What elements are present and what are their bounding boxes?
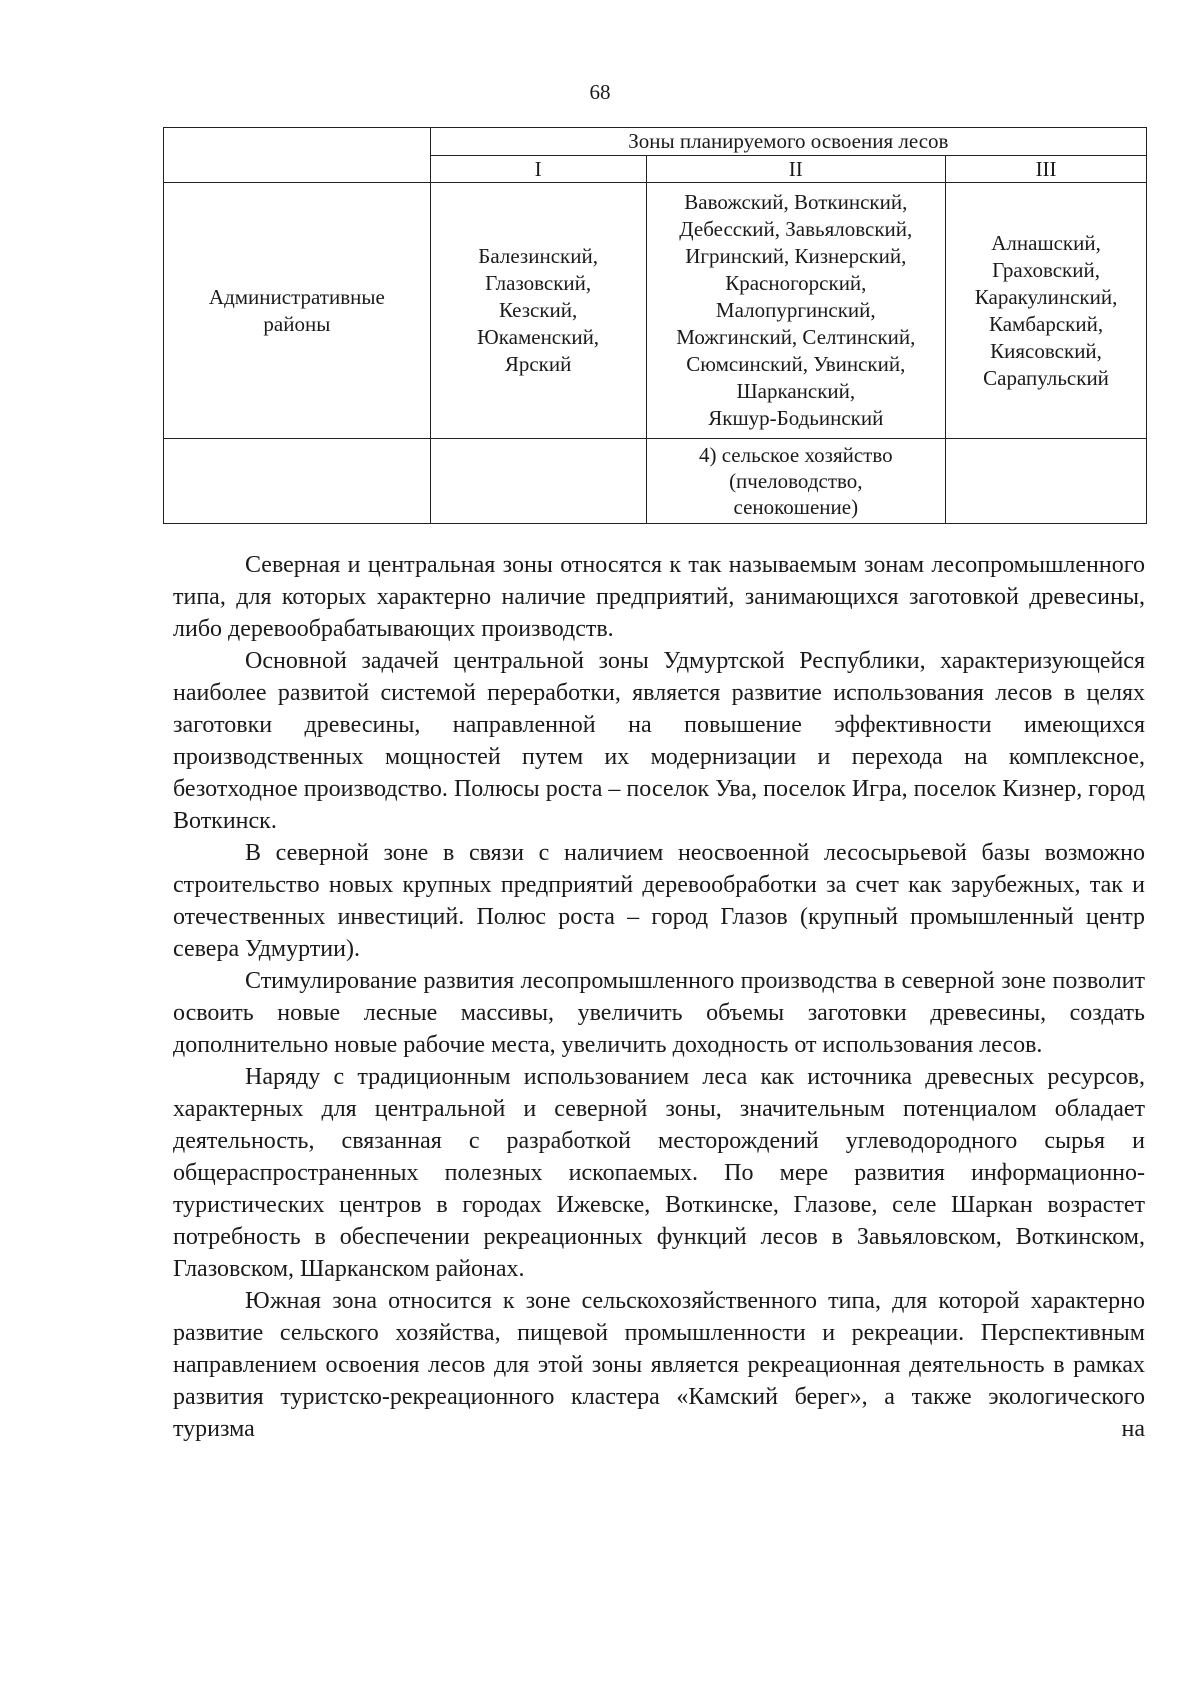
zones-table [163, 127, 1147, 524]
district-line: Сарапульский [983, 365, 1109, 390]
paragraph: Наряду с традиционным использованием леса как источника древесных ресурсов, характерных для центральной и северной зоны, значительным потенциалом обладает деятельность, связанная с разработкой месторождений углеводородного сырья и общераспространенных полезных ископаемых. По мере развития информационно-туристических центров в городах Ижевске, Воткинске, Глазове, селе Шаркан возрастет потребность в обеспечении рекреационных функций лесов в Завьяловском, Воткинском, Глазовском, Шарканском районах. [173, 1064, 1145, 1282]
zone-I-districts-cell [430, 183, 646, 439]
district-line: Сюмсинский, Увинский, [686, 352, 906, 376]
row-label-line: районы [263, 311, 331, 336]
zone-III-districts-cell [946, 183, 1147, 439]
district-line: Глазовский, [485, 271, 592, 295]
activity-line: сенокошение) [733, 495, 859, 519]
paragraph: Северная и центральная зоны относятся к так называемым зонам лесопромышленного типа, для которых характерно наличие предприятий, занимающихся заготовкой древесины, либо деревообрабатывающих производств. [173, 552, 1145, 642]
district-line: Якшур-Бодьинский [708, 406, 884, 430]
body-text [173, 549, 1145, 1445]
table-row [164, 183, 1147, 439]
district-line: Вавожский, Воткинский, [684, 190, 908, 214]
group-header-cell: Зоны планируемого освоения лесов [430, 128, 1146, 156]
district-line: Граховский, [992, 257, 1100, 282]
zone-header-I: I [430, 156, 646, 183]
paragraph: Южная зона относится к зоне сельскохозяйственного типа, для которой характерно развитие сельского хозяйства, пищевой промышленности и рекреации. Перспективным направлением освоения лесов для этой зоны является рекреационная деятельность в рамках развития туристско-рекреационного кластера «Камский берег», а также экологического туризма на [173, 1288, 1145, 1442]
district-line: Балезинский, [478, 244, 598, 268]
row-label-cell [164, 183, 431, 439]
district-line: Игринский, Кизнерский, [685, 244, 907, 268]
activity-line: 4) сельское хозяйство [698, 443, 893, 467]
district-line: Алнашский, [991, 230, 1101, 255]
district-line: Малопургинский, [715, 298, 876, 322]
table-header-row [164, 128, 1147, 156]
zone-header-II: II [646, 156, 946, 183]
district-line: Красногорский, [725, 271, 867, 295]
district-line: Шарканский, [736, 379, 856, 403]
paragraph: Основной задачей центральной зоны Удмуртской Республики, характеризующейся наиболее развитой системой переработки, является развитие использования лесов в целях заготовки древесины, направленной на повышение эффективности имеющихся производственных мощностей путем их модернизации и перехода на комплексное, безотходное производство. Полюсы роста – поселок Ува, поселок Игра, поселок Кизнер, город Воткинск. [173, 648, 1145, 834]
district-line: Юкаменский, [477, 325, 600, 349]
district-line: Можгинский, Селтинский, [676, 325, 916, 349]
zone-header-III: III [946, 156, 1147, 183]
district-line: Каракулинский, [974, 284, 1118, 309]
empty-corner-cell [164, 128, 431, 183]
empty-cell [430, 439, 646, 524]
paragraph: В северной зоне в связи с наличием неосвоенной лесосырьевой базы возможно строительство новых крупных предприятий деревообработки за счет как зарубежных, так и отечественных инвестиций. Полюс роста – город Глазов (крупный промышленный центр севера Удмуртии). [173, 840, 1145, 962]
district-line: Камбарский, [989, 311, 1104, 336]
district-line: Кезский, [498, 298, 578, 322]
zone-II-districts-cell [646, 183, 946, 439]
empty-cell [164, 439, 431, 524]
district-line: Дебесский, Завьяловский, [679, 217, 913, 241]
paragraph: Стимулирование развития лесопромышленного производства в северной зоне позволит освоить новые лесные массивы, увеличить объемы заготовки древесины, создать дополнительно новые рабочие места, увеличить доходность от использования лесов. [173, 968, 1145, 1058]
empty-cell [946, 439, 1147, 524]
activity-line: (пчеловодство, [729, 469, 863, 493]
district-line: Ярский [504, 352, 572, 376]
zone-II-activity-cell [646, 439, 946, 524]
page-number: 68 [589, 80, 611, 104]
district-line: Киясовский, [990, 338, 1102, 363]
row-label-line: Административные [208, 284, 385, 309]
table-row [164, 439, 1147, 524]
